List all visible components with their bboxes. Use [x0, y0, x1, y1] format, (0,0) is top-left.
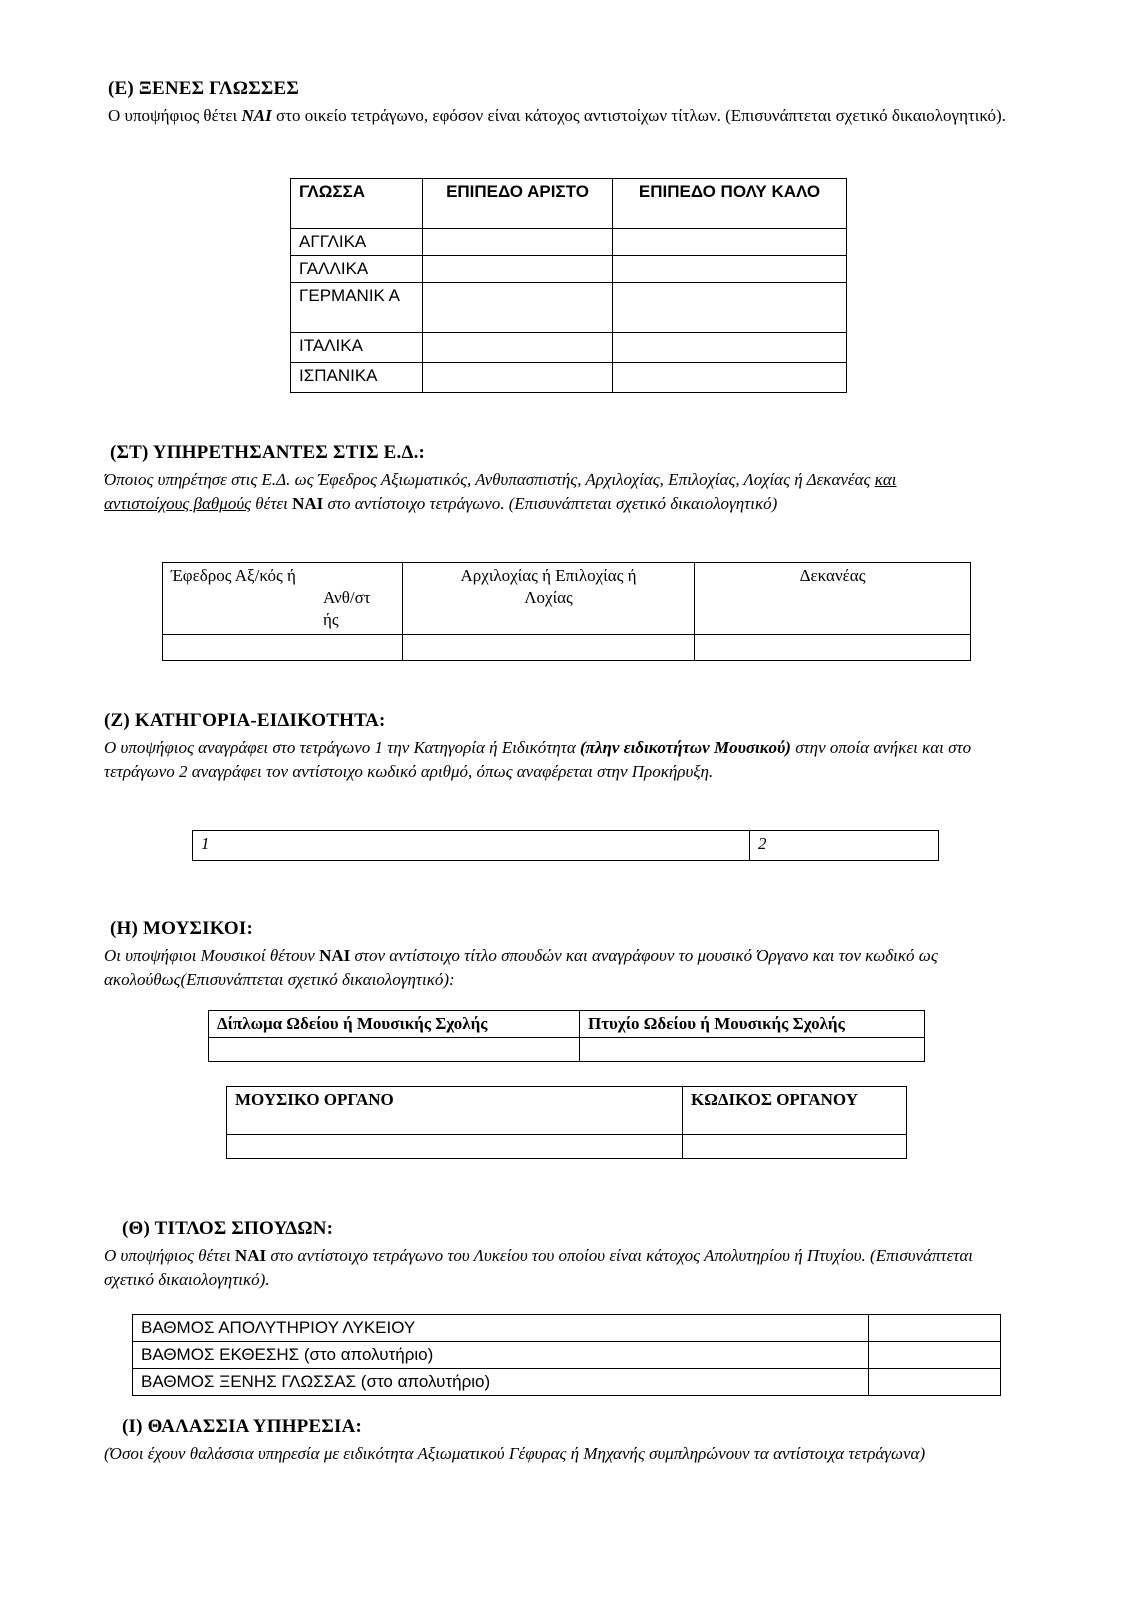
table-header-row: [227, 1087, 907, 1135]
table-row: [291, 229, 847, 256]
table-row: [133, 1342, 1001, 1369]
header-reserve-officer-line3: ής: [323, 610, 339, 629]
section-h-description: Οι υποψήφιοι Μουσικοί θέτουν ΝΑΙ στον αντίστοιχο τίτλο σπουδών και αναγράφουν το μουσικό Όργανο και τον κωδικό ως ακολούθως(Επισυνάπτεται σχετικό δικαιολογητικό):: [104, 946, 938, 989]
table-row: [209, 1038, 925, 1062]
header-reserve-officer-line1: Έφεδρος Αξ/κός ή: [171, 566, 296, 585]
grade-cell[interactable]: [869, 1342, 1001, 1369]
header-instrument-code: ΚΩΔΙΚΟΣ ΟΡΓΑΝΟΥ: [683, 1087, 907, 1135]
table-row: [227, 1135, 907, 1159]
header-instrument: ΜΟΥΣΙΚΟ ΟΡΓΑΝΟ: [227, 1087, 683, 1135]
instrument-table: [226, 1086, 907, 1159]
section-th-description: Ο υποψήφιος θέτει ΝΑΙ στο αντίστοιχο τετράγωνο του Λυκείου του οποίου είναι κάτοχος Απολυτηρίου ή Πτυχίου. (Επισυνάπτεται σχετικό δικαιολογητικό).: [104, 1246, 974, 1289]
diploma-cell[interactable]: [209, 1038, 580, 1062]
section-e-title: (Ε) ΞΕΝΕΣ ΓΛΩΣΣΕΣ: [108, 78, 299, 99]
very-good-cell[interactable]: [613, 229, 847, 256]
excellent-cell[interactable]: [423, 363, 613, 393]
section-z-description: Ο υποψήφιος αναγράφει στο τετράγωνο 1 την Κατηγορία ή Ειδικότητα (πλην ειδικοτήτων Μουσικού) στην οποία ανήκει και στο τετράγωνο 2 αναγράφει τον αντίστοιχο κωδικό αριθμό, όπως αναφέρεται στην Προκήρυξη.: [104, 738, 972, 781]
code-box[interactable]: 2: [750, 831, 939, 861]
reserve-officer-cell[interactable]: [163, 635, 403, 661]
excellent-cell[interactable]: [423, 256, 613, 283]
header-diploma: Δίπλωμα Ωδείου ή Μουσικής Σχολής: [209, 1011, 580, 1038]
section-st-description: Όποιος υπηρέτησε στις Ε.Δ. ως Έφεδρος Αξιωματικός, Ανθυπασπιστής, Αρχιλοχίας, Επιλοχίας, Λοχίας ή Δεκανέας και αντιστοίχους βαθμούς θέτει ΝΑΙ στο αντίστοιχο τετράγωνο. (Επισυνάπτεται σχετικό δικαιολογητικό): [104, 470, 897, 513]
table-header-row: [209, 1011, 925, 1038]
very-good-cell[interactable]: [613, 363, 847, 393]
header-reserve-officer: [163, 563, 403, 635]
header-corporal: Δεκανέας: [695, 563, 971, 635]
military-service-table: [162, 562, 971, 661]
instrument-cell[interactable]: [227, 1135, 683, 1159]
grade-label: ΒΑΘΜΟΣ ΕΚΘΕΣΗΣ (στο απολυτήριο): [133, 1342, 869, 1369]
language-name: ΙΣΠΑΝΙΚΑ: [291, 363, 423, 393]
table-row: [163, 635, 971, 661]
header-reserve-officer-line2: Ανθ/στ: [323, 588, 371, 607]
table-row: [193, 831, 939, 861]
table-row: [133, 1315, 1001, 1342]
sergeant-cell[interactable]: [403, 635, 695, 661]
section-i-description: (Όσοι έχουν θαλάσσια υπηρεσία με ειδικότητα Αξιωματικού Γέφυρας ή Μηχανής συμπληρώνουν τα αντίστοιχα τετράγωνα): [104, 1444, 926, 1463]
grade-cell[interactable]: [869, 1315, 1001, 1342]
section-i-title: (Ι) ΘΑΛΑΣΣΙΑ ΥΠΗΡΕΣΙΑ:: [122, 1416, 363, 1437]
very-good-cell[interactable]: [613, 283, 847, 333]
instrument-code-cell[interactable]: [683, 1135, 907, 1159]
very-good-cell[interactable]: [613, 256, 847, 283]
language-name: ΙΤΑΛΙΚΑ: [291, 333, 423, 363]
grade-label: ΒΑΘΜΟΣ ΑΠΟΛΥΤΗΡΙΟΥ ΛΥΚΕΙΟΥ: [133, 1315, 869, 1342]
category-box[interactable]: 1: [193, 831, 750, 861]
section-th-title: (Θ) ΤΙΤΛΟΣ ΣΠΟΥΔΩΝ:: [122, 1218, 334, 1239]
degree-cell[interactable]: [580, 1038, 925, 1062]
header-degree: Πτυχίο Ωδείου ή Μουσικής Σχολής: [580, 1011, 925, 1038]
section-z-title: (Ζ) ΚΑΤΗΓΟΡΙΑ-ΕΙΔΙΚΟΤΗΤΑ:: [104, 710, 386, 731]
table-row: [133, 1369, 1001, 1396]
corporal-cell[interactable]: [695, 635, 971, 661]
table-header-row: [291, 179, 847, 229]
language-name: ΓΕΡΜΑΝΙΚ Α: [291, 283, 423, 333]
grade-cell[interactable]: [869, 1369, 1001, 1396]
music-diploma-table: [208, 1010, 925, 1062]
study-title-table: [132, 1314, 1001, 1396]
header-language: ΓΛΩΣΣΑ: [291, 179, 423, 229]
very-good-cell[interactable]: [613, 333, 847, 363]
language-name: ΑΓΓΛΙΚΑ: [291, 229, 423, 256]
excellent-cell[interactable]: [423, 333, 613, 363]
header-level-excellent: ΕΠΙΠΕΔΟ ΑΡΙΣΤΟ: [423, 179, 613, 229]
table-row: [291, 333, 847, 363]
category-specialty-table: [192, 830, 939, 861]
languages-table: [290, 178, 847, 393]
table-row: [291, 363, 847, 393]
excellent-cell[interactable]: [423, 283, 613, 333]
language-name: ΓΑΛΛΙΚΑ: [291, 256, 423, 283]
header-sergeant: Αρχιλοχίας ή Επιλοχίας ή Λοχίας: [403, 563, 695, 635]
excellent-cell[interactable]: [423, 229, 613, 256]
table-row: [291, 256, 847, 283]
header-level-very-good: ΕΠΙΠΕΔΟ ΠΟΛΥ ΚΑΛΟ: [613, 179, 847, 229]
section-h-title: (Η) ΜΟΥΣΙΚΟΙ:: [110, 918, 254, 939]
table-header-row: [163, 563, 971, 635]
table-row: [291, 283, 847, 333]
section-e-description: Ο υποψήφιος θέτει ΝΑΙ στο οικείο τετράγωνο, εφόσον είναι κάτοχος αντιστοίχων τίτλων. (Επισυνάπτεται σχετικό δικαιολογητικό).: [108, 106, 1006, 125]
section-st-title: (ΣΤ) ΥΠΗΡΕΤΗΣΑΝΤΕΣ ΣΤΙΣ Ε.Δ.:: [110, 442, 426, 463]
grade-label: ΒΑΘΜΟΣ ΞΕΝΗΣ ΓΛΩΣΣΑΣ (στο απολυτήριο): [133, 1369, 869, 1396]
